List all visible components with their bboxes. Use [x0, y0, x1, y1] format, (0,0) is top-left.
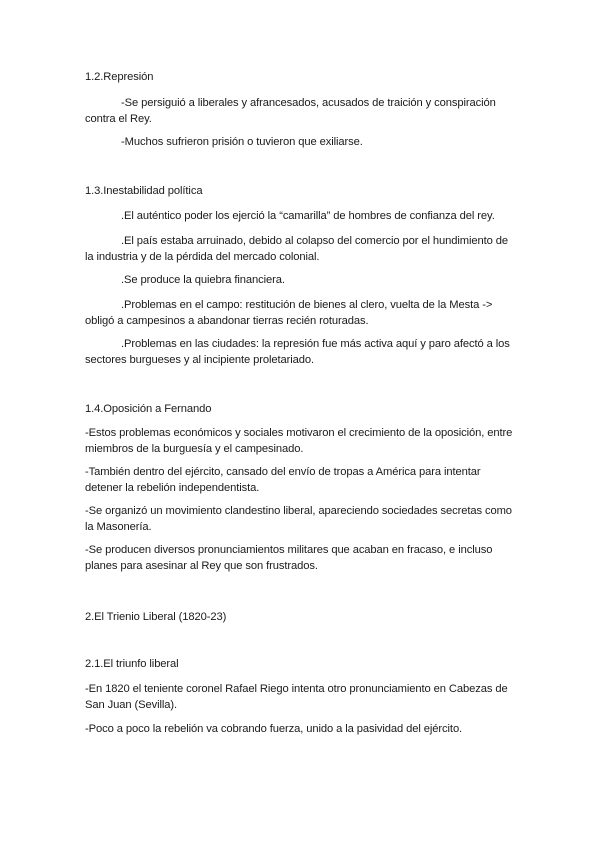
paragraph-inestabilidad-1: .El auténtico poder los ejerció la “camarilla” de hombres de confianza del rey. — [121, 210, 495, 222]
paragraph-represion-2: -Muchos sufrieron prisión o tuvieron que exiliarse. — [121, 136, 363, 148]
paragraph-inestabilidad-3: .Se produce la quiebra financiera. — [121, 274, 285, 286]
section-heading-oposicion: 1.4.Oposición a Fernando — [85, 403, 212, 415]
paragraph-inestabilidad-2: .El país estaba arruinado, debido al colapso del comercio por el hundimiento de la industria y de la pérdida del mercado colonial. — [85, 235, 512, 263]
section-heading-trienio: 2.El Trienio Liberal (1820-23) — [85, 611, 227, 623]
paragraph-inestabilidad-5: .Problemas en las ciudades: la represión fue más activa aquí y paro afectó a los sectores burgueses y al incipiente proletariado. — [85, 338, 513, 366]
paragraph-triunfo-1: -En 1820 el teniente coronel Rafael Riego intenta otro pronunciamiento en Cabezas de San Juan (Sevilla). — [85, 683, 511, 711]
paragraph-oposicion-3: -Se organizó un movimiento clandestino liberal, apareciendo sociedades secretas como la Masonería. — [85, 505, 515, 533]
paragraph-oposicion-1: -Estos problemas económicos y sociales motivaron el crecimiento de la oposición, entre miembros de la burguesía y el campesinado. — [85, 427, 516, 455]
section-heading-represion: 1.2.Represión — [85, 71, 154, 83]
paragraph-oposicion-4: -Se producen diversos pronunciamientos militares que acaban en fracaso, e incluso planes para asesinar al Rey que son frustrados. — [85, 544, 496, 572]
section-heading-inestabilidad: 1.3.Inestabilidad política — [85, 185, 203, 197]
section-heading-triunfo: 2.1.El triunfo liberal — [85, 658, 179, 670]
paragraph-inestabilidad-4: .Problemas en el campo: restitución de bienes al clero, vuelta de la Mesta -> obligó a campesinos a abandonar tierras recién roturadas. — [85, 299, 496, 327]
paragraph-triunfo-2: -Poco a poco la rebelión va cobrando fuerza, unido a la pasividad del ejército. — [85, 723, 463, 735]
paragraph-oposicion-2: -También dentro del ejército, cansado del envío de tropas a América para intentar detener la rebelión independentista. — [85, 466, 484, 494]
paragraph-represion-1: -Se persiguió a liberales y afrancesados, acusados de traición y conspiración contra el Rey. — [85, 97, 499, 125]
